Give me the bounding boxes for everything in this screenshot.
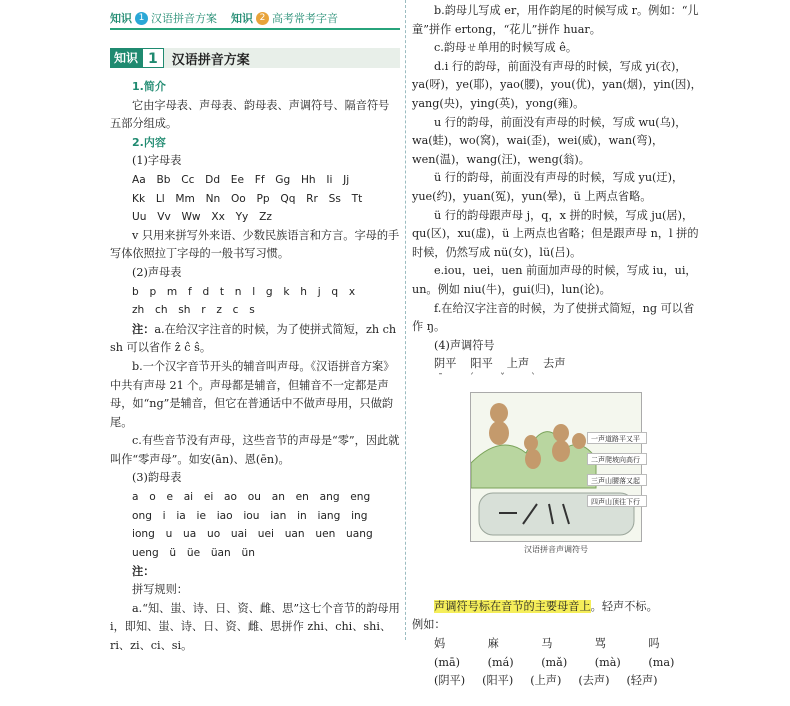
tone-note-highlight: 声调符号标在音节的主要母音上 — [434, 599, 591, 613]
alphabet-row: Kk Ll Mm Nn Oo Pp Qq Rr Ss Tt — [132, 192, 363, 205]
shengmu-row: zh ch sh r z c s — [132, 304, 255, 317]
right-column — [412, 2, 702, 691]
rule-a: a.“知、蚩、诗、日、资、雌、思”这七个音节的韵母用 i，即知、蚩、诗、日、资、雌、思拼作 zhi、chi、shi、ri、zi、ci、si。 — [110, 601, 400, 652]
tab-knowledge-2[interactable] — [231, 10, 338, 26]
note-b: b.一个汉字音节开头的辅音叫声母。《汉语拼音方案》中共有声母 21 个。声母都是辅音，但辅音不一定都是声母，如“ng”是辅音，但它在普通话中不做声母用，只做韵尾。 — [110, 359, 395, 429]
figure-caption: 汉语拼音声调符号 — [524, 545, 588, 554]
top-tabs — [110, 9, 352, 27]
example-row — [412, 635, 702, 672]
yunmu-row: a o e ai ei ao ou an en ang eng — [132, 491, 371, 504]
note2-label: 注： — [132, 564, 155, 579]
yunmu-row: iong u ua uo uai uei uan uen uang — [132, 528, 373, 541]
v-note: v 只用来拼写外来语、少数民族语言和方言。字母的手写体依照拉丁字母的一般书写习惯。 — [110, 228, 400, 261]
example-tone: (轻声) — [626, 674, 658, 688]
section-header — [110, 48, 400, 68]
tone-name: 阴平 — [434, 357, 457, 371]
tab-number-badge: 2 — [256, 12, 269, 25]
shengmu-title: (2)声母表 — [132, 265, 182, 279]
example-item: 吗(ma) — [648, 637, 675, 669]
example-item: 麻(má) — [487, 637, 514, 669]
tone-rhyme-label: 三声山腰落又起 — [587, 474, 647, 486]
example-item: 妈(mā) — [434, 637, 461, 669]
section-title: 汉语拼音方案 — [171, 52, 250, 68]
header-rule — [110, 28, 400, 30]
tab-number-badge: 1 — [135, 12, 148, 25]
tone-marks — [412, 374, 702, 384]
heading-intro: 1.简介 — [132, 80, 166, 93]
column-divider — [405, 0, 406, 640]
rule-v1: ü 行的韵母，前面没有声母的时候，写成 yu(迂)，yue(约)，yuan(冤)，yun(晕)，ü 上两点省略。 — [412, 171, 684, 203]
rule-v2: ü 行的韵母跟声母 j，q，x 拼的时候，写成 ju(居)，qu(区)，xu(虚)，ü 上两点也省略；但是跟声母 n，l 拼的时候，仍然写成 nü(女)，lü(吕)。 — [412, 208, 699, 259]
tone-names — [412, 355, 702, 374]
example-label: 例如： — [412, 618, 446, 632]
tab-title: 高考常考字音 — [272, 12, 338, 25]
tone-rhyme-label: 二声爬坡向高行 — [587, 453, 647, 465]
alphabet-row: Aa Bb Cc Dd Ee Ff Gg Hh Ii Jj — [132, 173, 350, 186]
rule-b: b.韵母儿写成 er，用作韵尾的时候写成 r。例如：“儿童”拼作 ertong，“花儿”拼作 huar。 — [412, 4, 699, 36]
note-label: 注： — [132, 321, 155, 336]
shengmu-row: b p m f d t n l g k h j q x — [132, 285, 356, 298]
rule-e: e.iou，uei，uen 前面加声母的时候，写成 iu，ui，un。例如 niu(牛)，gui(归)，lun(论)。 — [412, 264, 697, 296]
example-tone-row — [412, 672, 702, 691]
example-item: 马(mǎ) — [541, 637, 568, 669]
yunmu-row: ueng ü üe üan ün — [132, 546, 255, 559]
alphabet-title: (1)字母表 — [132, 154, 182, 168]
tone-mark: ˉ — [438, 372, 443, 384]
tone-rhyme-label: 一声道路平又平 — [587, 432, 647, 444]
example-tone: (阴平) — [434, 674, 466, 688]
tone-mark: ˋ — [531, 372, 536, 384]
example-tone: (阳平) — [482, 674, 514, 688]
example-item: 骂(mà) — [594, 637, 621, 669]
example-tone: (去声) — [578, 674, 610, 688]
note-c: c.有些音节没有声母，这些音节的声母是“零”，因此就叫作“零声母”。如安(ān)、恩(ēn)。 — [110, 434, 400, 466]
left-column — [110, 78, 400, 655]
alphabet-row: Uu Vv Ww Xx Yy Zz — [132, 211, 272, 224]
tone-rhyme-labels — [587, 432, 647, 516]
tone-name: 阳平 — [470, 357, 493, 371]
example-tone: (上声) — [530, 674, 562, 688]
rule-c: c.韵母ㄝ单用的时候写成 ê。 — [434, 41, 578, 55]
tone-note-rest: 。轻声不标。 — [590, 599, 658, 613]
rule-u: u 行的韵母，前面没有声母的时候，写成 wu(乌)，wa(蛙)，wo(窝)，wai(歪)，wei(威)，wan(弯)，wen(温)，wang(汪)，weng(翁)。 — [412, 115, 687, 166]
tone-name: 去声 — [543, 357, 566, 371]
tone-mark: ˇ — [500, 372, 505, 384]
section-number: 1 — [142, 48, 164, 68]
tone-mark: ˊ — [469, 372, 474, 384]
tone-rhyme-label: 四声山顶往下行 — [587, 495, 647, 507]
tab-title: 汉语拼音方案 — [151, 12, 217, 25]
tone-name: 上声 — [506, 357, 530, 371]
tone-title: (4)声调符号 — [434, 338, 495, 352]
intro-paragraph: 它由字母表、声母表、韵母表、声调符号、隔音符号五部分组成。 — [110, 98, 390, 131]
tab-keyword: 知识 — [231, 12, 253, 25]
yunmu-row: ong i ia ie iao iou ian in iang ing — [132, 509, 368, 522]
section-keyword: 知识 — [110, 48, 142, 68]
heading-content: 2.内容 — [132, 135, 166, 149]
note-a-text: a.在给汉字注音的时候，为了使拼式简短，zh ch sh 可以省作 ẑ ĉ ŝ。 — [110, 322, 397, 355]
rule-f: f.在给汉字注音的时候，为了使拼式简短，ng 可以省作 ŋ。 — [412, 301, 695, 334]
tab-knowledge-1[interactable] — [110, 10, 217, 26]
rules-title: 拼写规则： — [132, 583, 188, 597]
yunmu-title: (3)韵母表 — [132, 471, 182, 485]
rule-d: d.i 行的韵母，前面没有声母的时候，写成 yi(衣)，ya(呀)，ye(耶)，yao(腰)，you(优)，yan(烟)，yin(因)，yang(央)，ying(英)，yong(雍)。 — [412, 59, 702, 110]
tone-note — [412, 598, 702, 617]
tab-keyword: 知识 — [110, 12, 132, 25]
note-a — [110, 320, 400, 358]
